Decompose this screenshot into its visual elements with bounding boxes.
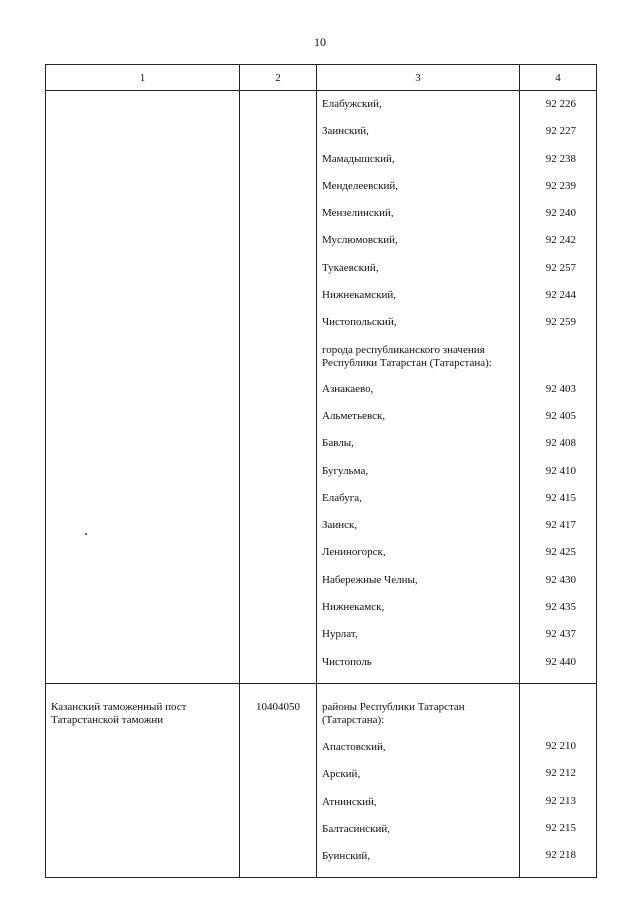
territory-name: Балтасинский, (322, 822, 391, 835)
header-col-1: 1 (46, 65, 240, 91)
territory-name: Мензелинский, (322, 207, 394, 220)
header-col-2: 2 (240, 65, 317, 91)
territory-name: Лениногорск, (322, 546, 386, 559)
territory-name: Нурлат, (322, 628, 358, 641)
oktmo-code (520, 701, 596, 740)
page-number: 10 (314, 35, 326, 49)
oktmo-code: 92 403 (545, 382, 576, 395)
oktmo-code: 92 242 (545, 234, 576, 247)
oktmo-code: 92 405 (545, 409, 576, 422)
territory-name: Набережные Челны, (322, 573, 418, 586)
territory-name: Чистополь (322, 655, 372, 668)
oktmo-code: 92 238 (545, 152, 576, 165)
customs-post-cell (46, 683, 240, 877)
oktmo-code: 92 425 (545, 546, 576, 559)
oktmo-code: 92 244 (545, 289, 576, 302)
territory-name: районы Республики Татарстан (Татарстана): (322, 700, 465, 726)
oktmo-code: 92 437 (545, 628, 576, 641)
customs-code (240, 91, 316, 108)
oktmo-code: 92 417 (545, 519, 576, 532)
territory-name: Буинский, (322, 850, 371, 863)
oktmo-code: 92 410 (545, 464, 576, 477)
oktmo-code: 92 259 (545, 316, 576, 329)
territory-names-cell (317, 683, 520, 877)
territory-name: Атнинский, (322, 795, 377, 808)
oktmo-code (520, 344, 596, 383)
customs-post-cell (46, 91, 240, 684)
territory-name: Альметьевск, (322, 409, 386, 422)
territory-name: города республиканского значения Республики Татарстан (Татарстана): (322, 343, 492, 369)
territory-name: Муслюмовский, (322, 234, 398, 247)
territory-name: Заинский, (322, 125, 369, 138)
territory-name: Заинск, (322, 519, 358, 532)
oktmo-code: 92 226 (545, 98, 576, 110)
oktmo-code: 92 435 (545, 601, 576, 614)
oktmo-code: 92 210 (545, 739, 576, 752)
territory-name: Нижнекамск, (322, 601, 385, 614)
oktmo-code: 92 408 (545, 437, 576, 450)
header-col-3: 3 (317, 65, 520, 91)
territory-name: Чистопольский, (322, 316, 397, 329)
territory-name: Нижнекамский, (322, 289, 396, 302)
territory-name: Бугульма, (322, 464, 369, 477)
oktmo-code: 92 440 (545, 655, 576, 668)
oktmo-code: 92 239 (545, 179, 576, 192)
customs-table (45, 64, 597, 878)
scan-speck (85, 533, 87, 535)
table-header (46, 65, 597, 91)
oktmo-code: 92 257 (545, 261, 576, 274)
customs-code-cell (240, 91, 317, 684)
territory-names-cell (317, 91, 520, 684)
table-section-1 (46, 91, 597, 684)
oktmo-code: 92 415 (545, 491, 576, 504)
territory-name: Тукаевский, (322, 261, 379, 274)
customs-code: 10404050 (256, 700, 300, 713)
territory-name: Елабужский, (322, 98, 382, 110)
oktmo-code: 92 212 (545, 767, 576, 780)
customs-post-name (46, 91, 239, 108)
territory-name: Азнакаево, (322, 382, 374, 395)
territory-name: Менделеевский, (322, 179, 399, 192)
oktmo-code: 92 213 (545, 794, 576, 807)
oktmo-codes-cell (520, 683, 597, 877)
territory-name: Апастовский, (322, 740, 386, 753)
territory-name: Арский, (322, 768, 361, 781)
oktmo-code: 92 215 (545, 821, 576, 834)
oktmo-code: 92 240 (545, 207, 576, 220)
customs-post-name: Казанский таможенный пост Татарстанской таможни (51, 700, 187, 726)
table-section-2 (46, 683, 597, 877)
oktmo-code: 92 218 (545, 849, 576, 862)
header-col-4: 4 (520, 65, 597, 91)
territory-name: Бавлы, (322, 437, 354, 450)
territory-name: Мамадышский, (322, 152, 395, 165)
territory-name: Елабуга, (322, 491, 362, 504)
oktmo-codes-cell (520, 91, 597, 684)
oktmo-code: 92 227 (545, 125, 576, 138)
customs-code-cell (240, 683, 317, 877)
oktmo-code: 92 430 (545, 573, 576, 586)
